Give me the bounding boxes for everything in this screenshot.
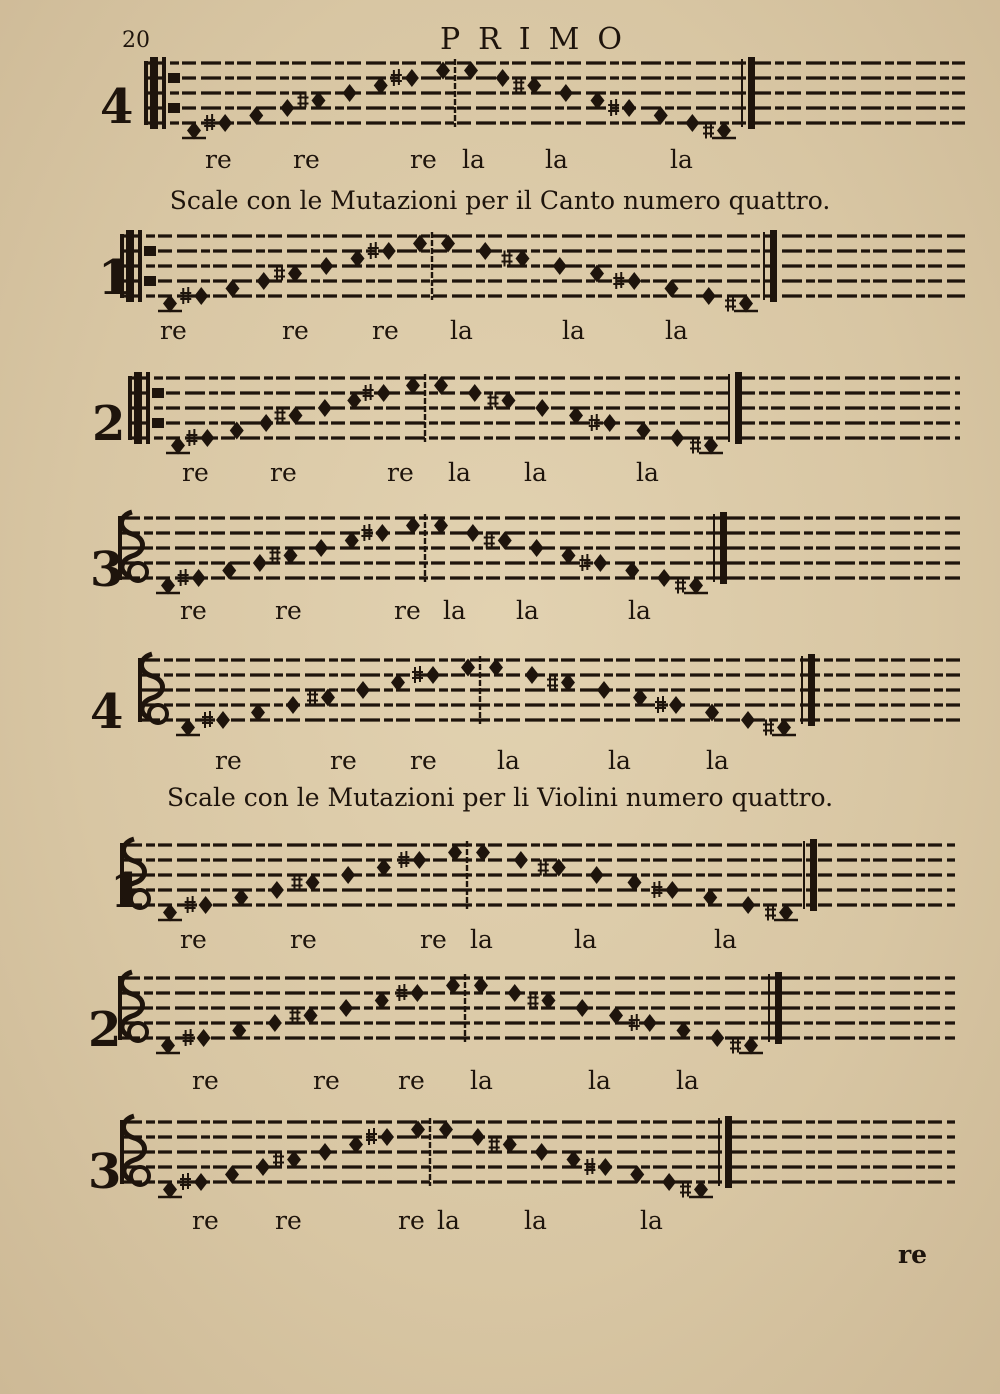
note <box>286 696 300 714</box>
solmization-syllable: la <box>470 925 493 954</box>
note <box>514 851 528 869</box>
solmization-syllable: re <box>313 1066 340 1095</box>
solmization-syllable: la <box>706 746 729 775</box>
note <box>471 1128 485 1146</box>
section-heading-violini: Scale con le Mutazioni per li Violini numero quattro. <box>166 783 834 812</box>
note <box>319 257 333 275</box>
solmization-syllable: la <box>462 145 485 174</box>
solmization-syllable: re <box>192 1066 219 1095</box>
system-number: 1 <box>98 250 132 306</box>
note <box>318 399 332 417</box>
solmization-syllables <box>0 640 1000 775</box>
solmization-syllable: re <box>398 1066 425 1095</box>
solmization-syllable: re <box>290 925 317 954</box>
system-number: 3 <box>90 542 124 598</box>
note <box>270 881 284 899</box>
solmization-syllable: la <box>516 596 539 625</box>
solmization-syllable: la <box>640 1206 663 1235</box>
music-system-violini-3 <box>0 1100 1000 1235</box>
solmization-syllable: re <box>192 1206 219 1235</box>
page-number: 20 <box>122 28 150 53</box>
solmization-syllable: re <box>270 458 297 487</box>
note <box>314 539 328 557</box>
note <box>268 1014 282 1032</box>
note <box>253 554 267 572</box>
note <box>356 681 370 699</box>
note <box>685 114 699 132</box>
solmization-syllable: la <box>437 1206 460 1235</box>
solmization-syllable: la <box>665 316 688 345</box>
solmization-syllable: la <box>524 1206 547 1235</box>
note <box>710 1029 724 1047</box>
solmization-syllables <box>0 368 1000 487</box>
system-number: 4 <box>100 79 134 135</box>
solmization-syllable: la <box>628 596 651 625</box>
solmization-syllable: la <box>676 1066 699 1095</box>
system-number: 2 <box>88 1002 122 1058</box>
note <box>575 999 589 1017</box>
solmization-syllable: la <box>545 145 568 174</box>
music-system-canto-4 <box>0 640 1000 775</box>
music-system-violini-2 <box>0 958 1000 1093</box>
note <box>257 272 271 290</box>
solmization-syllable: la <box>714 925 737 954</box>
solmization-syllable: la <box>588 1066 611 1095</box>
solmization-syllables <box>0 815 1000 954</box>
solmization-syllable: la <box>608 746 631 775</box>
solmization-syllable: la <box>636 458 659 487</box>
solmization-syllables <box>0 500 1000 625</box>
note <box>280 99 294 117</box>
music-system-canto-2 <box>0 368 1000 493</box>
note <box>259 414 273 432</box>
note <box>590 866 604 884</box>
solmization-syllable: la <box>524 458 547 487</box>
solmization-syllable: re <box>387 458 414 487</box>
solmization-syllable: re <box>420 925 447 954</box>
note <box>597 681 611 699</box>
note <box>589 414 617 432</box>
music-system-violini-1 <box>0 815 1000 955</box>
note <box>535 399 549 417</box>
solmization-syllable: re <box>398 1206 425 1235</box>
solmization-syllable: la <box>670 145 693 174</box>
note <box>341 866 355 884</box>
note <box>702 287 716 305</box>
note <box>343 84 357 102</box>
note <box>579 554 607 572</box>
running-title: PRIMO <box>440 22 640 57</box>
solmization-syllables <box>0 958 1000 1095</box>
note <box>339 999 353 1017</box>
section-heading-canto: Scale con le Mutazioni per il Canto numero quattro. <box>169 186 831 215</box>
solmization-syllable: re <box>180 596 207 625</box>
solmization-syllable: re <box>372 316 399 345</box>
solmization-syllable: re <box>215 746 242 775</box>
note <box>741 711 755 729</box>
solmization-syllable: la <box>443 596 466 625</box>
solmization-syllable: re <box>205 145 232 174</box>
catchword: re <box>898 1240 928 1269</box>
system-number: 1 <box>110 863 144 919</box>
music-system-preceding-4 <box>0 55 1000 185</box>
note <box>657 569 671 587</box>
note <box>535 1143 549 1161</box>
solmization-syllable: re <box>293 145 320 174</box>
music-system-canto-3 <box>0 500 1000 635</box>
solmization-syllable: la <box>450 316 473 345</box>
solmization-syllables <box>0 55 1000 174</box>
solmization-syllable: re <box>275 1206 302 1235</box>
note <box>318 1143 332 1161</box>
solmization-syllable: re <box>275 596 302 625</box>
system-number: 3 <box>88 1144 122 1200</box>
solmization-syllable: re <box>330 746 357 775</box>
system-number: 2 <box>92 396 126 452</box>
note <box>670 429 684 447</box>
music-system-canto-1 <box>0 228 1000 353</box>
solmization-syllable: re <box>180 925 207 954</box>
solmization-syllables <box>0 228 1000 345</box>
note <box>553 257 567 275</box>
solmization-syllable: re <box>282 316 309 345</box>
solmization-syllable: la <box>497 746 520 775</box>
solmization-syllable: la <box>448 458 471 487</box>
solmization-syllable: la <box>470 1066 493 1095</box>
note <box>530 539 544 557</box>
solmization-syllable: la <box>574 925 597 954</box>
solmization-syllable: la <box>562 316 585 345</box>
solmization-syllables <box>0 1100 1000 1235</box>
final-double-barline <box>810 839 817 911</box>
note <box>662 1173 676 1191</box>
solmization-syllable: re <box>410 746 437 775</box>
solmization-syllable: re <box>182 458 209 487</box>
solmization-syllable: re <box>394 596 421 625</box>
note <box>741 896 755 914</box>
solmization-syllable: re <box>410 145 437 174</box>
solmization-syllable: re <box>160 316 187 345</box>
note <box>559 84 573 102</box>
note <box>256 1158 270 1176</box>
system-number: 4 <box>90 684 124 740</box>
